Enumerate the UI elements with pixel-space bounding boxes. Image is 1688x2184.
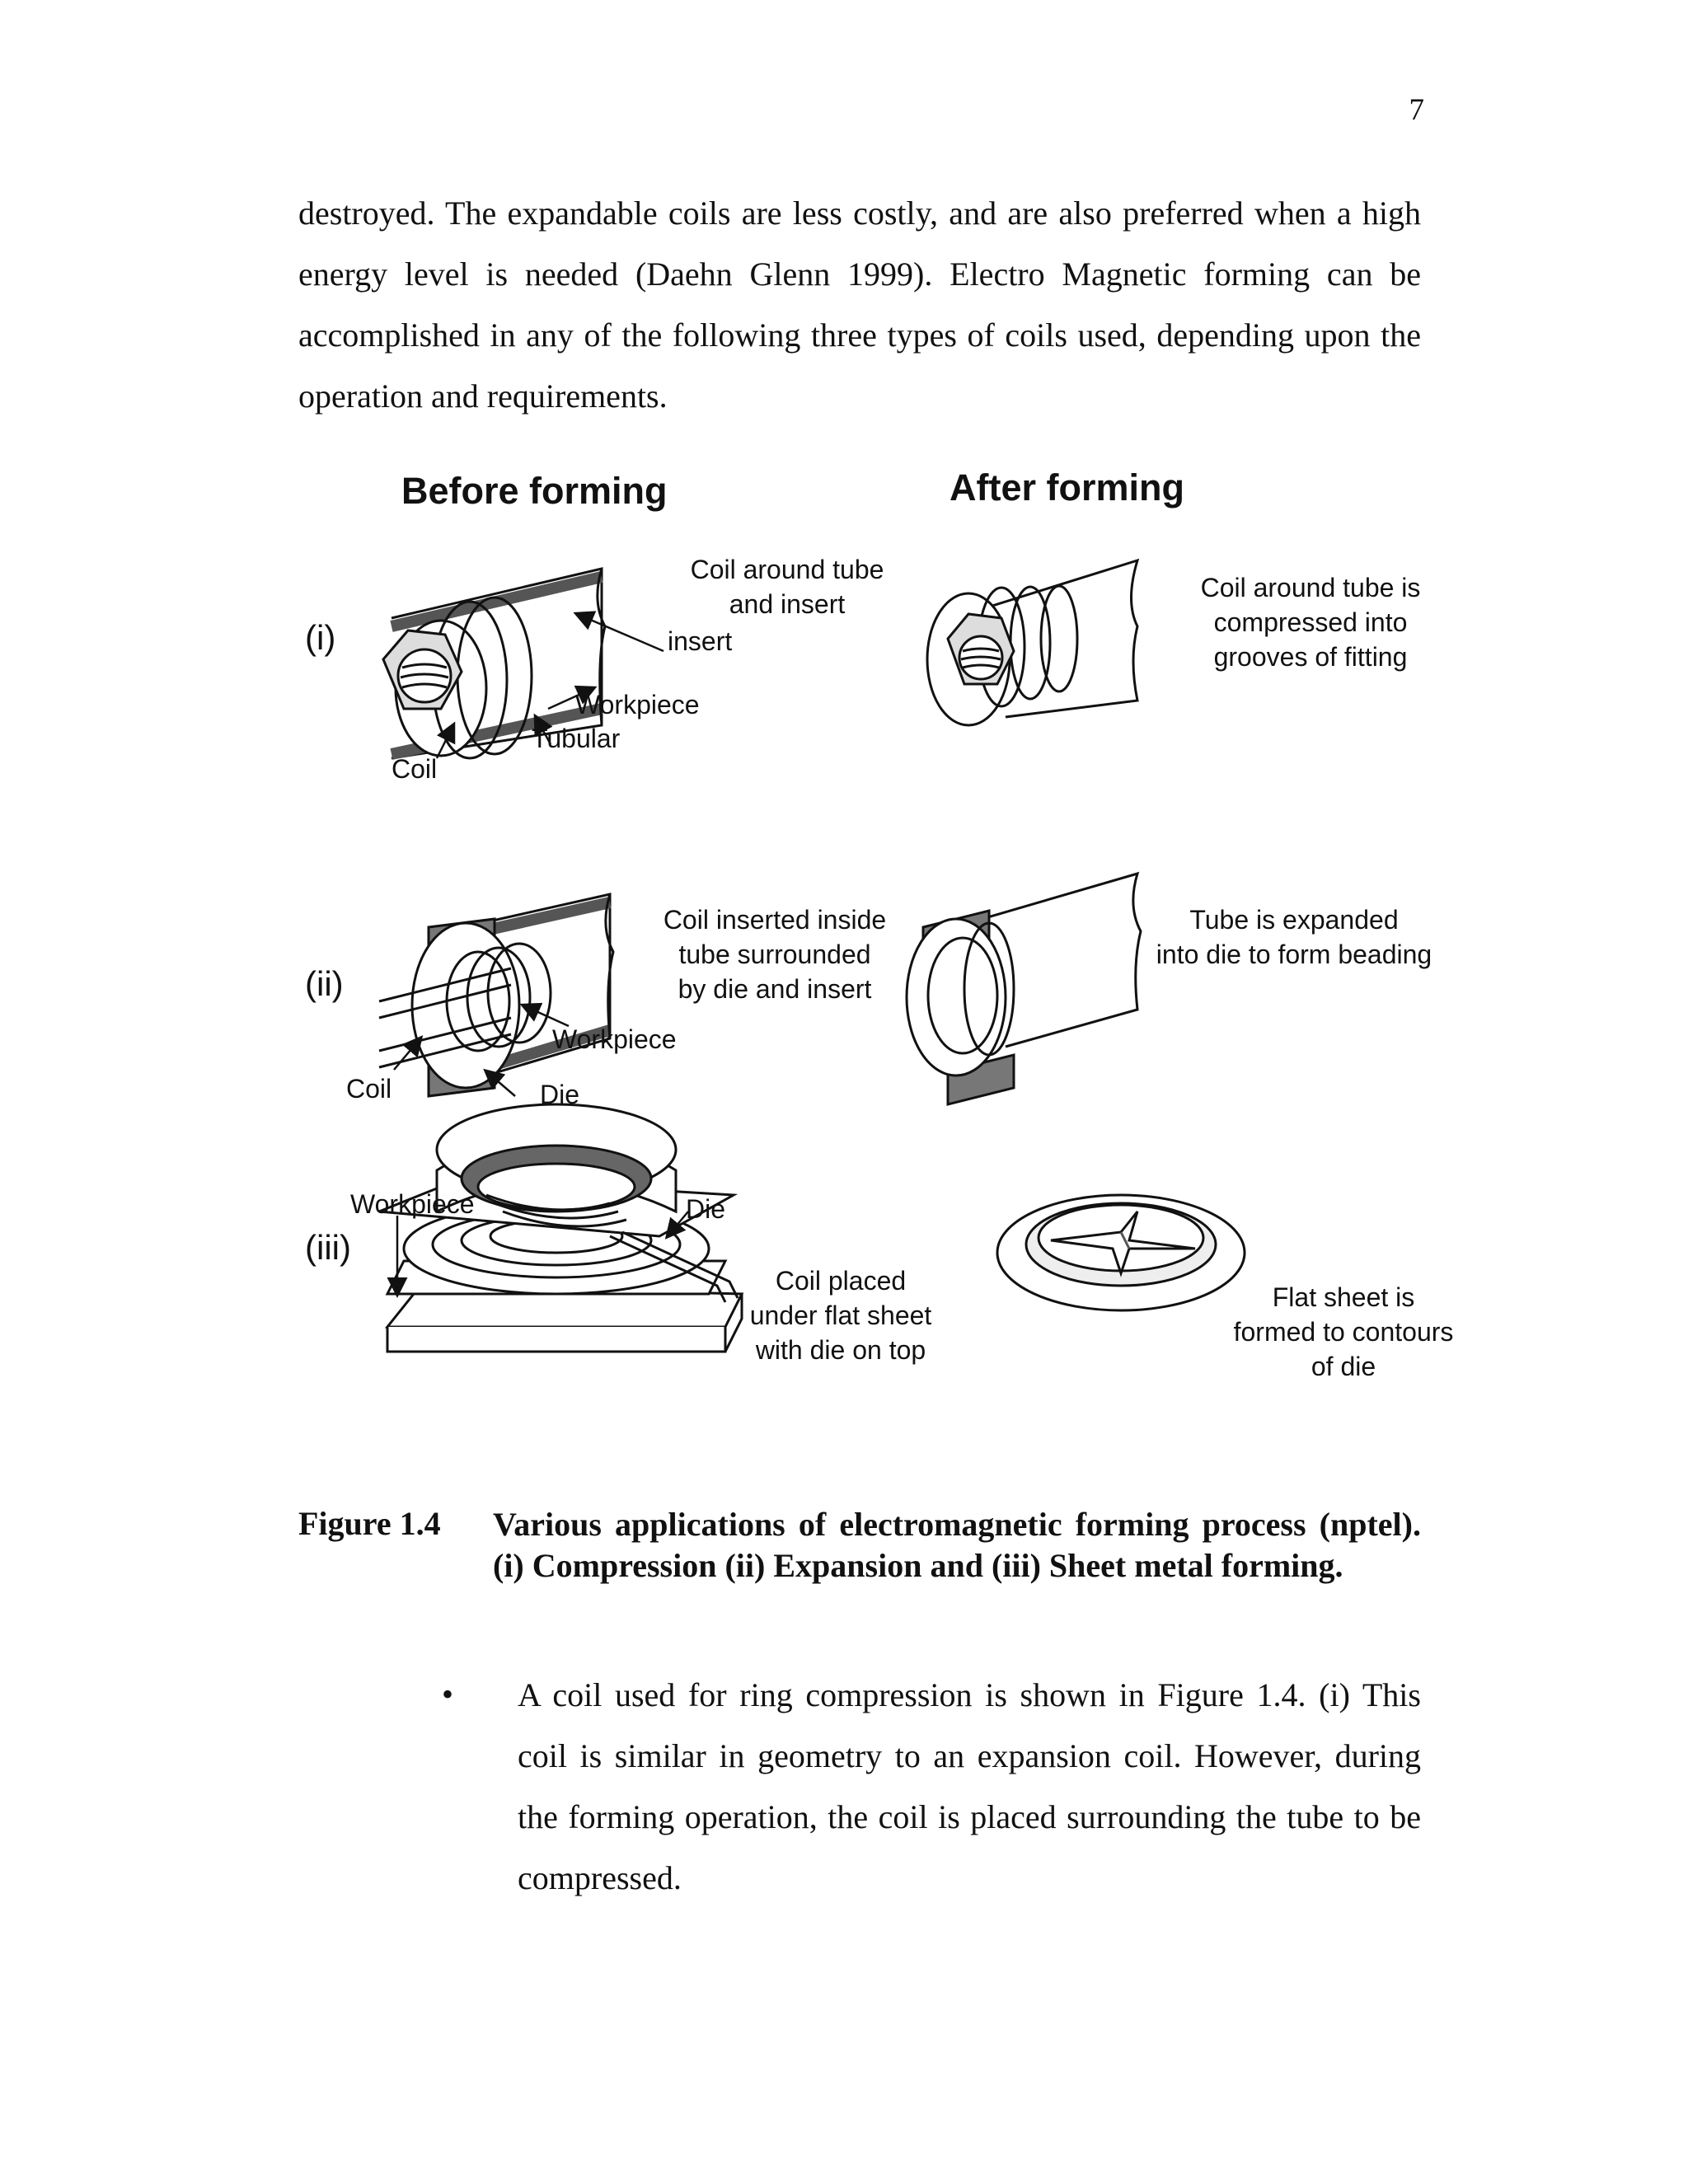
description-line: by die and insert xyxy=(678,974,872,1004)
description-line: of die xyxy=(1311,1352,1376,1381)
intro-paragraph: destroyed. The expandable coils are less costly, and are also preferred when a high energy level is needed (Daehn Glenn 1999). Electro Magnetic forming can be accomplished in any of the following three types of coils used, depending upon the operation and requirements. xyxy=(298,194,1421,415)
label-workpiece-iii: Workpiece xyxy=(350,1189,475,1219)
description-line: compressed into xyxy=(1213,607,1408,637)
description-line: tube surrounded xyxy=(678,940,871,969)
label-workpiece-i: Workpiece xyxy=(575,690,700,719)
description-line: Coil around tube is xyxy=(1200,573,1421,602)
figure-caption-text: Various applications of electromagnetic forming process (nptel). (i) Compression (ii) Expansion and (iii) Sheet metal forming. xyxy=(493,1506,1421,1584)
figure-caption-label: Figure 1.4 xyxy=(298,1505,441,1542)
label-insert: insert xyxy=(668,626,733,656)
description-line: Coil placed xyxy=(775,1266,907,1296)
description-line: Tube is expanded xyxy=(1189,905,1399,935)
label-tubular: Tubular xyxy=(532,724,621,753)
expansion-after-description xyxy=(1146,902,1442,972)
description-line: Coil around tube xyxy=(690,555,884,584)
page-number: 7 xyxy=(1409,93,1424,127)
description-line: Flat sheet is xyxy=(1272,1282,1415,1312)
label-die-iii: Die xyxy=(686,1194,726,1224)
compression-after-description xyxy=(1187,570,1434,674)
expansion-before-description xyxy=(659,902,890,1006)
sheet-forming-after-description xyxy=(1220,1280,1467,1384)
compression-before-description xyxy=(684,552,890,621)
description-line: with die on top xyxy=(755,1335,926,1365)
description-line: grooves of fitting xyxy=(1213,642,1408,672)
before-forming-heading: Before forming xyxy=(401,470,668,512)
expansion-before-illustration xyxy=(379,894,613,1096)
description-line: and insert xyxy=(729,589,846,619)
bullet-text: A coil used for ring compression is shown in Figure 1.4. (i) This coil is similar in geometry to an expansion coil. However, during the forming operation, the coil is placed surrounding the tube to be compressed. xyxy=(518,1676,1421,1896)
sheet-forming-after-illustration xyxy=(997,1195,1245,1310)
row-marker-iii: (iii) xyxy=(305,1228,351,1267)
row-marker-i: (i) xyxy=(305,618,336,657)
description-line: into die to form beading xyxy=(1156,940,1432,969)
sheet-forming-before-illustration xyxy=(379,1104,742,1352)
sheet-forming-before-description xyxy=(742,1263,940,1367)
expansion-after-illustration xyxy=(907,874,1141,1104)
label-workpiece-ii: Workpiece xyxy=(552,1024,677,1054)
description-line: under flat sheet xyxy=(749,1301,932,1330)
compression-after-illustration xyxy=(927,560,1137,725)
bullet-marker: • xyxy=(442,1675,454,1713)
description-line: formed to contours xyxy=(1233,1317,1454,1347)
figure-1-4 xyxy=(297,466,1467,1459)
label-coil-i: Coil xyxy=(392,754,438,784)
row-marker-ii: (ii) xyxy=(305,964,344,1003)
label-die-ii: Die xyxy=(540,1080,580,1109)
label-coil-ii: Coil xyxy=(346,1074,392,1104)
after-forming-heading: After forming xyxy=(950,466,1184,509)
description-line: Coil inserted inside xyxy=(663,905,887,935)
